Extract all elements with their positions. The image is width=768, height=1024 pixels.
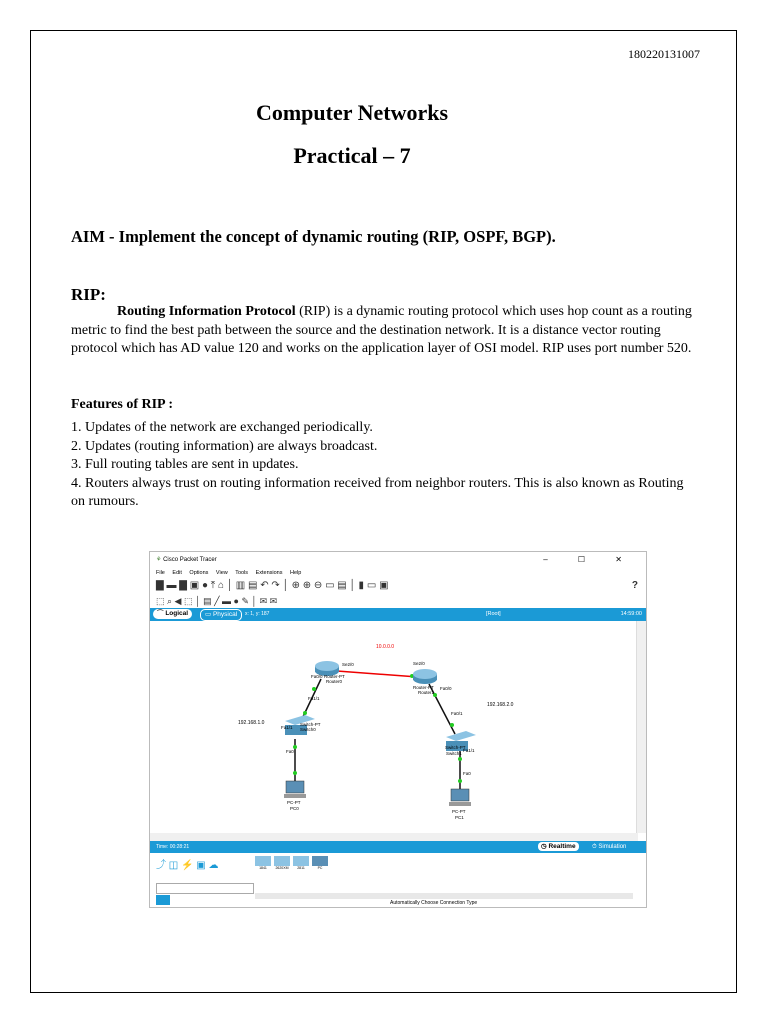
feature-item: 2. Updates (routing information) are always broadcast. <box>71 438 378 454</box>
router0-name: Router0 <box>326 679 343 684</box>
secondary-toolbar <box>150 594 646 608</box>
router0-iface-fa: Fa0/0 <box>311 674 323 679</box>
time-readout: Time: 00:28:21 <box>156 844 190 850</box>
pc1-icon[interactable] <box>449 789 471 806</box>
roll-number: 180220131007 <box>628 47 700 61</box>
switch1-fa0: Fa0 <box>463 771 471 776</box>
device-list <box>255 856 328 870</box>
pc0-name: PC0 <box>290 806 299 811</box>
device-2811[interactable] <box>293 856 309 870</box>
device-label: 2620XM <box>275 866 289 870</box>
main-toolbar <box>150 578 646 594</box>
rip-description <box>71 303 696 359</box>
realtime-label: Realtime <box>548 843 576 850</box>
device-label: 2811 <box>297 866 305 870</box>
router1-type: Router-PT <box>413 685 434 690</box>
simulation-label: Simulation <box>598 844 627 850</box>
menu-view[interactable]: View <box>215 570 228 576</box>
router1-iface-fa: Fa0/0 <box>440 686 452 691</box>
pc1-name: PC1 <box>455 815 464 820</box>
device-category-icons[interactable]: ⤴ ◫ ⚡ ▣ ☁ <box>156 860 219 871</box>
device-pc[interactable] <box>312 856 328 870</box>
menu-extensions[interactable]: Extensions <box>255 570 283 576</box>
physical-label: Physical <box>212 611 238 618</box>
device-panel-scrollbar[interactable] <box>255 893 633 899</box>
switch0-iface: Fa1/1 <box>281 725 293 730</box>
window-controls[interactable]: – ☐ ✕ <box>543 555 636 564</box>
switch0-type: Switch-PT <box>300 722 321 727</box>
menu-options[interactable]: Options <box>189 570 209 576</box>
app-titlebar <box>150 552 646 568</box>
realtime-button[interactable]: ◷ Realtime <box>538 842 579 851</box>
packet-tracer-logo-icon: ⚘ <box>156 557 162 563</box>
switch0-fa0: Fa0 <box>286 749 294 754</box>
horizontal-scrollbar[interactable] <box>150 833 638 841</box>
router0-iface-se: Se2/0 <box>342 662 354 667</box>
root-label[interactable]: [Root] <box>486 611 501 617</box>
vertical-scrollbar[interactable] <box>636 621 646 833</box>
pc0-type: PC-PT <box>287 800 301 805</box>
router0-type: Router-PT <box>324 674 345 679</box>
features-list <box>71 419 696 512</box>
switch0-name: Switch0 <box>300 727 316 732</box>
practical-number: Practical – 7 <box>293 143 411 168</box>
clock-readout: 14:59:00 <box>620 611 642 617</box>
connection-type-label: Automatically Choose Connection Type <box>390 900 478 906</box>
wan-network-label: 10.0.0.0 <box>376 644 395 650</box>
feature-item: 1. Updates of the network are exchanged periodically. <box>71 420 373 435</box>
packet-tracer-screenshot <box>149 551 647 908</box>
serial-link <box>337 671 418 677</box>
switch1-iface: Fa1/1 <box>463 748 475 753</box>
features-heading: Features of RIP : <box>71 397 173 412</box>
simulation-bar <box>150 841 646 853</box>
simulation-button[interactable]: ⏱ Simulation <box>592 844 627 850</box>
right-network-label: 192.168.2.0 <box>487 702 514 708</box>
device-label: 1841 <box>259 866 267 870</box>
pc1-type: PC-PT <box>452 809 466 814</box>
left-network-label: 192.168.1.0 <box>238 720 265 726</box>
menu-help[interactable]: Help <box>290 570 302 576</box>
coordinate-readout: x: 1, y: 187 <box>245 611 270 617</box>
switch1-name: Switch1 <box>446 751 462 756</box>
document-title: Computer Networks <box>255 100 449 125</box>
app-title: Cisco Packet Tracer <box>163 557 217 563</box>
feature-item: 3. Full routing tables are sent in updates. <box>71 457 299 472</box>
rip-term: Routing Information Protocol <box>117 304 296 319</box>
feature-item: 4. Routers always trust on routing information received from neighbor routers. This is also known as Routing on rumours. <box>71 475 684 509</box>
rip-heading: RIP: <box>71 285 106 304</box>
drawing-tool-icons[interactable]: ⬚ ⌕ ◀ ⬚ │ ▤ ╱ ▬ ● ✎ │ ✉ ✉ <box>156 596 278 606</box>
device-search-field[interactable] <box>156 883 254 894</box>
pc0-icon[interactable] <box>284 781 306 798</box>
workspace-bar <box>150 608 646 621</box>
rip-paragraph: (RIP) is a dynamic routing protocol which uses hop count as a routing metric to find the best path between the source and the destination network. It is a distance vector routing protocol which has AD value 120 and works on the application layer of OSI model. RIP uses port number 520. <box>71 304 692 356</box>
toolbar-icons[interactable]: ▇ ▬ ▇ ▣ ● ⤒ ⌂ │ ▥ ▤ ↶ ↷ │ ⊕ ⊕ ⊖ ▭ ▤ │ ▮ ▭ ▣ <box>156 580 389 591</box>
device-selected-icon[interactable] <box>156 895 170 905</box>
switch1-uplink: Fa0/1 <box>451 711 463 716</box>
router1-name: Router1 <box>418 690 435 695</box>
device-2620xm[interactable] <box>274 856 290 870</box>
menu-edit[interactable]: Edit <box>172 570 182 576</box>
device-label: PC <box>317 866 323 870</box>
switch0-uplink: Fa1/1 <box>308 696 320 701</box>
device-1841[interactable] <box>255 856 271 870</box>
logical-workspace[interactable] <box>150 621 638 833</box>
menu-file[interactable]: File <box>156 570 165 576</box>
menu-bar <box>150 568 646 578</box>
router1-iface-se: Se2/0 <box>413 661 425 666</box>
switch1-type: Switch-PT <box>445 745 466 750</box>
logical-label: Logical <box>165 610 189 617</box>
logical-tab[interactable]: ⌒ Logical <box>153 609 192 619</box>
physical-tab[interactable]: ▭ Physical <box>200 609 242 621</box>
aim-statement: AIM - Implement the concept of dynamic routing (RIP, OSPF, BGP). <box>71 227 556 246</box>
menu-tools[interactable]: Tools <box>235 570 249 576</box>
help-icon[interactable]: ? <box>631 580 638 591</box>
router1-icon[interactable] <box>413 669 437 684</box>
